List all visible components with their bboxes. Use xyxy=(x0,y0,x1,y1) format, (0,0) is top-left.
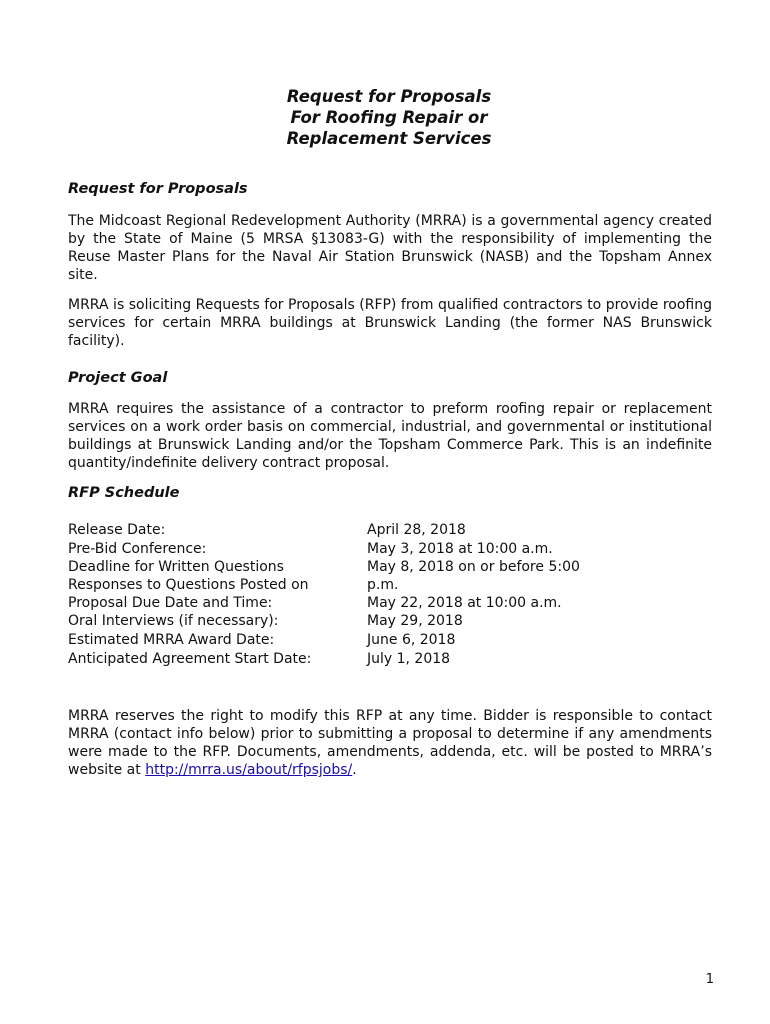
paragraph-rfp-solicitation: MRRA is soliciting Requests for Proposals (RFP) from qualified contractors to provide roofing services for certain MRRA buildings at Brunswick Landing (the former NAS Brunswick facility). xyxy=(68,297,712,349)
closing-suffix: . xyxy=(352,762,357,778)
heading-project-goal: Project Goal xyxy=(68,370,168,386)
rfp-jobs-link[interactable]: http://mrra.us/about/rfpsjobs/ xyxy=(145,762,353,778)
schedule-value: May 8, 2018 on or before 5:00 xyxy=(367,559,580,576)
heading-request-for-proposals: Request for Proposals xyxy=(68,181,248,197)
schedule-table xyxy=(68,521,712,668)
heading-rfp-schedule: RFP Schedule xyxy=(68,485,180,501)
schedule-row xyxy=(68,540,712,559)
schedule-label: Pre-Bid Conference: xyxy=(68,540,207,557)
schedule-value: June 6, 2018 xyxy=(367,631,456,648)
schedule-label: Proposal Due Date and Time: xyxy=(68,594,273,611)
title-line: Request for Proposals xyxy=(286,87,492,106)
schedule-row xyxy=(68,650,712,669)
schedule-row xyxy=(68,577,712,594)
schedule-label: Deadline for Written Questions xyxy=(68,559,284,576)
schedule-row xyxy=(68,612,712,631)
schedule-label: Anticipated Agreement Start Date: xyxy=(68,650,312,667)
schedule-value: May 3, 2018 at 10:00 a.m. xyxy=(367,540,553,557)
schedule-label: Oral Interviews (if necessary): xyxy=(68,613,279,630)
schedule-value: April 28, 2018 xyxy=(367,522,466,538)
paragraph-closing xyxy=(68,707,712,779)
schedule-row xyxy=(68,594,712,613)
document-title xyxy=(0,86,770,149)
schedule-value: May 29, 2018 xyxy=(367,613,463,630)
schedule-value: p.m. xyxy=(367,576,399,593)
schedule-label: Estimated MRRA Award Date: xyxy=(68,631,275,648)
schedule-row xyxy=(68,558,712,577)
schedule-value: May 22, 2018 at 10:00 a.m. xyxy=(367,594,562,611)
schedule-row xyxy=(68,521,712,540)
schedule-label: Release Date: xyxy=(68,522,166,538)
title-line: For Roofing Repair or xyxy=(290,108,488,127)
page-number: 1 xyxy=(705,972,714,987)
closing-text: MRRA reserves the right to modify this RFP at any time. Bidder is responsible to contact MRRA (contact info below) prior to submitting a proposal to determine if any amendments were made to the RFP. Documents, amendments, addenda, etc. will be posted to MRRA’s website at xyxy=(68,708,712,778)
schedule-row xyxy=(68,631,712,650)
paragraph-mrra-description: The Midcoast Regional Redevelopment Authority (MRRA) is a governmental agency created by the State of Maine (5 MRSA §13083-G) with the responsibility of implementing the Reuse Master Plans for the Naval Air Station Brunswick (NASB) and the Topsham Annex site. xyxy=(68,213,712,283)
title-line: Replacement Services xyxy=(286,129,492,148)
schedule-label: Responses to Questions Posted on xyxy=(68,576,309,593)
schedule-value: July 1, 2018 xyxy=(367,650,451,667)
paragraph-project-goal: MRRA requires the assistance of a contractor to preform roofing repair or replacement services on a work order basis on commercial, industrial, and governmental or institutional buildings at Brunswick Landing and/or the Topsham Commerce Park. This is an indefinite quantity/indefinite delivery contract proposal. xyxy=(68,401,712,471)
